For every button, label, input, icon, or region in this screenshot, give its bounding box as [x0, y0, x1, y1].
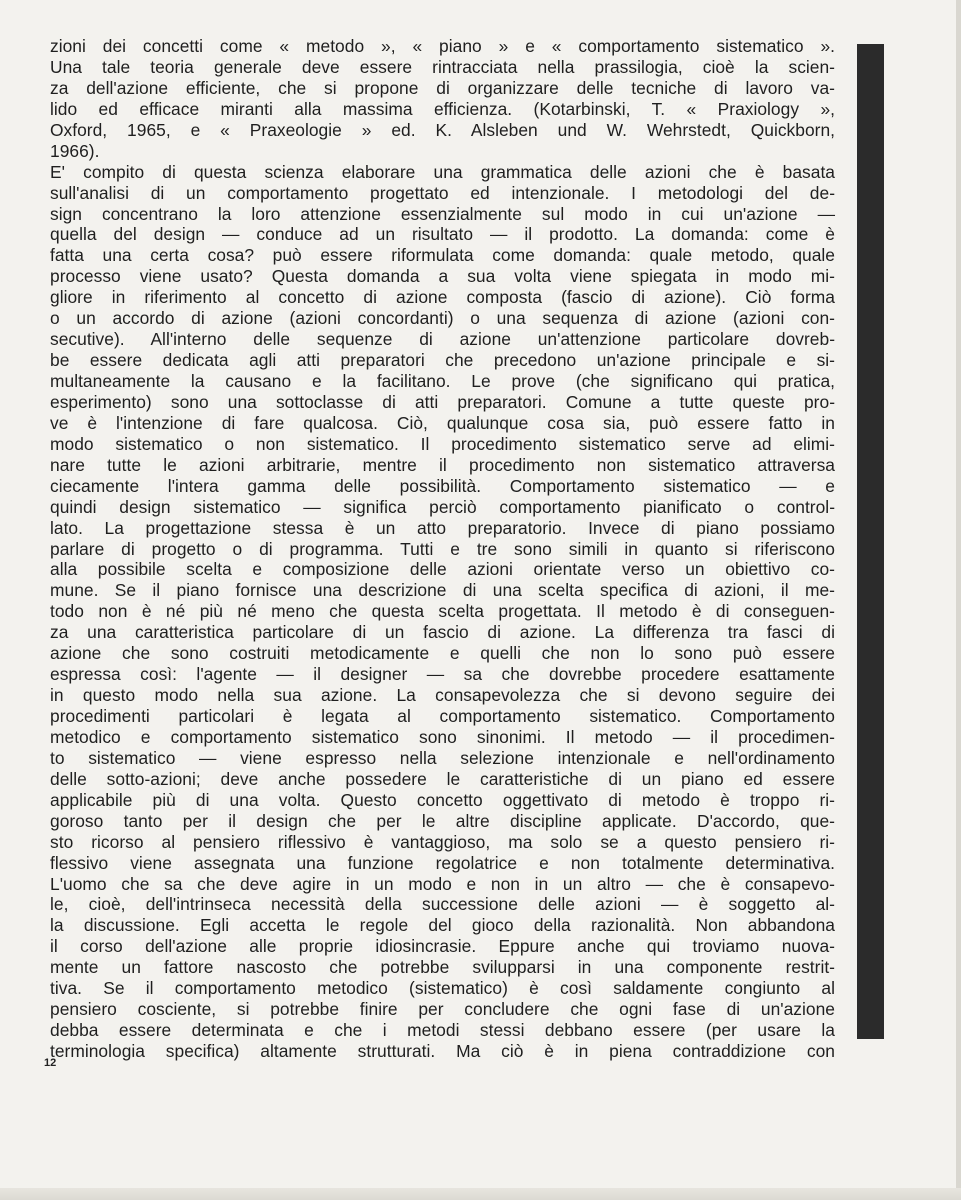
margin-bar	[857, 44, 884, 1039]
text-line: nare tutte le azioni arbitrarie, mentre il procedimento non sistematico attraversa	[50, 454, 835, 475]
text-line: lido ed efficace miranti alla massima efficienza. (Kotarbinski, T. « Praxiology »,	[50, 98, 835, 119]
text-line: goroso tanto per il design che per le altre discipline applicate. D'accordo, que-	[50, 810, 835, 831]
text-line: L'uomo che sa che deve agire in un modo e non in un altro — che è consapevo-	[50, 873, 835, 894]
text-line: alla possibile scelta e composizione delle azioni orientate verso un obiettivo co-	[50, 559, 835, 580]
text-line: applicabile più di una volta. Questo concetto oggettivato di metodo è troppo ri-	[50, 789, 835, 810]
text-line: multaneamente la causano e la facilitano. Le prove (che significano qui pratica,	[50, 371, 835, 391]
text-line: sto ricorso al pensiero riflessivo è vantaggioso, ma solo se a questo pensiero ri-	[50, 831, 835, 852]
text-line: sign concentrano la loro attenzione essenzialmente sul modo in cui un'azione —	[50, 203, 835, 224]
page-edge-right	[956, 0, 961, 1200]
text-line: 1966).	[50, 140, 100, 161]
text-line: za una caratteristica particolare di un fascio di azione. La differenza tra fasci di	[50, 622, 835, 643]
text-line: flessivo viene assegnata una funzione regolatrice e non totalmente determinativa.	[50, 852, 835, 873]
text-line: ciecamente l'intera gamma delle possibilità. Comportamento sistematico — e	[50, 475, 835, 496]
text-line: la discussione. Egli accetta le regole del gioco della razionalità. Non abbandona	[50, 915, 835, 936]
text-line: modo sistematico o non sistematico. Il procedimento sistematico serve ad elimi-	[50, 433, 835, 454]
text-line: ve è l'intenzione di fare qualcosa. Ciò, qualunque cosa sia, può essere fatto in	[50, 412, 835, 433]
text-line: quindi design sistematico — significa perciò comportamento pianificato o control-	[50, 496, 835, 517]
text-line: mune. Se il piano fornisce una descrizione di una scelta specifica di azioni, il me-	[50, 580, 835, 601]
text-line: delle sotto-azioni; deve anche possedere le caratteristiche di un piano ed essere	[50, 768, 835, 789]
text-line: processo viene usato? Questa domanda a sua volta viene spiegata in modo mi-	[50, 266, 835, 287]
text-line: E' compito di questa scienza elaborare una grammatica delle azioni che è basata	[50, 161, 835, 182]
page-number: 12	[44, 1057, 57, 1069]
text-line: azione che sono costruiti metodicamente e quelli che non lo sono può essere	[50, 643, 835, 664]
text-line: il corso dell'azione alle proprie idiosincrasie. Eppure anche qui troviamo nuova-	[50, 936, 835, 957]
text-line: todo non è né più né meno che questa scelta progettata. Il metodo è di conseguen-	[50, 601, 835, 622]
text-line: lato. La progettazione stessa è un atto preparatorio. Invece di piano possiamo	[50, 517, 835, 538]
text-line: in questo modo nella sua azione. La consapevolezza che si devono seguire dei	[50, 685, 835, 706]
text-line: tiva. Se il comportamento metodico (sistematico) è così saldamente congiunto al	[50, 978, 835, 999]
text-line: o un accordo di azione (azioni concordanti) o una sequenza di azione (azioni con-	[50, 308, 835, 329]
text-line: sull'analisi di un comportamento progettato ed intenzionale. I metodologi del de-	[50, 182, 835, 203]
text-line: mente un fattore nascosto che potrebbe svilupparsi in una componente restrit-	[50, 957, 835, 978]
page-edge-bottom	[0, 1188, 961, 1200]
text-line: parlare di progetto o di programma. Tutti e tre sono simili in quanto si riferiscono	[50, 538, 835, 559]
text-line: Una tale teoria generale deve essere rintracciata nella prassilogia, cioè la scien-	[50, 56, 835, 77]
text-line: espressa così: l'agente — il designer — sa che dovrebbe procedere esattamente	[50, 664, 835, 685]
text-line: metodico e comportamento sistematico sono sinonimi. Il metodo — il procedimen-	[50, 726, 835, 747]
text-line: fatta una certa cosa? può essere riformulata come domanda: quale metodo, quale	[50, 245, 835, 266]
text-line: secutive). All'interno delle sequenze di azione un'attenzione particolare dovreb-	[50, 329, 835, 350]
text-line: pensiero cosciente, si potrebbe finire per concludere che ogni fase di un'azione	[50, 999, 835, 1020]
text-line: procedimenti particolari è legata al comportamento sistematico. Comportamento	[50, 706, 835, 726]
text-line: to sistematico — viene espresso nella selezione intenzionale e nell'ordinamento	[50, 747, 835, 768]
text-line: terminologia specifica) altamente strutturati. Ma ciò è in piena contraddizione con	[50, 1041, 835, 1061]
text-line: zioni dei concetti come « metodo », « piano » e « comportamento sistematico ».	[50, 36, 835, 56]
body-text	[50, 36, 835, 1062]
text-line: Oxford, 1965, e « Praxeologie » ed. K. Alsleben und W. Wehrstedt, Quickborn,	[50, 119, 835, 140]
text-line: quella del design — conduce ad un risultato — il prodotto. La domanda: come è	[50, 224, 835, 245]
text-line: debba essere determinata e che i metodi stessi debbano essere (per usare la	[50, 1020, 835, 1041]
text-line: be essere dedicata agli atti preparatori che precedono un'azione principale e si-	[50, 350, 835, 371]
text-line: esperimento) sono una sottoclasse di atti preparatori. Comune a tutte queste pro-	[50, 391, 835, 412]
text-line: gliore in riferimento al concetto di azione composta (fascio di azione). Ciò forma	[50, 287, 835, 308]
text-line: za dell'azione efficiente, che si propone di organizzare delle tecniche di lavoro va-	[50, 77, 835, 98]
text-line: le, cioè, dell'intrinseca necessità della successione delle azioni — è soggetto al-	[50, 894, 835, 915]
